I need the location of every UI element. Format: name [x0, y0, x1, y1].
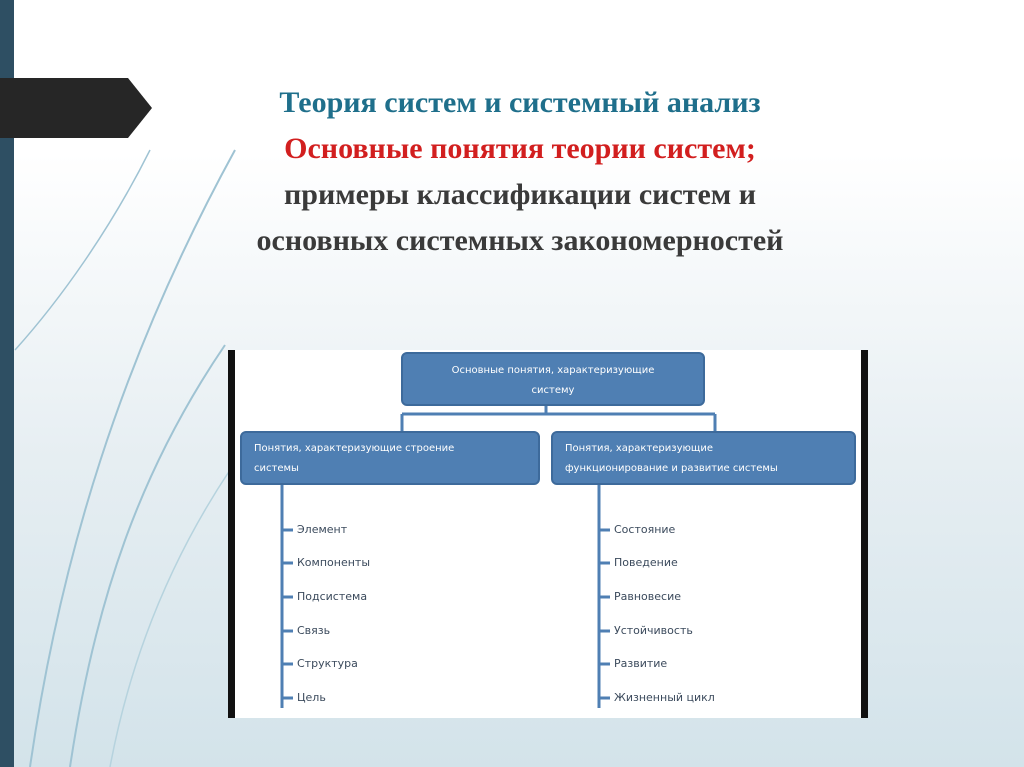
left-item-structure: Структура — [297, 657, 358, 670]
root-concept-box — [401, 352, 705, 406]
title-line-2: Основные понятия теории систем; — [284, 132, 756, 165]
title-line-4: основных системных закономерностей — [256, 224, 784, 257]
title-line-1: Теория систем и системный анализ — [279, 86, 761, 119]
right-item-life-cycle: Жизненный цикл — [614, 691, 715, 704]
right-box-line-2: функционирование и развитие системы — [565, 463, 778, 474]
right-item-development: Развитие — [614, 657, 668, 670]
root-box-line-2: систему — [531, 385, 575, 396]
slide-title — [160, 80, 880, 264]
concepts-diagram — [228, 350, 868, 718]
title-line-3: примеры классификации систем и — [283, 178, 757, 211]
root-box-line-1: Основные понятия, характеризующие — [451, 365, 655, 376]
left-item-link: Связь — [297, 624, 331, 637]
right-item-stability: Устойчивость — [614, 624, 693, 637]
right-item-equilibrium: Равновесие — [614, 590, 681, 603]
left-box-line-1: Понятия, характеризующие строение — [254, 443, 455, 454]
left-item-element: Элемент — [297, 523, 348, 536]
left-item-components: Компоненты — [297, 556, 371, 569]
left-box-line-2: системы — [254, 463, 299, 474]
right-box-line-1: Понятия, характеризующие — [565, 443, 713, 454]
function-concepts-box — [551, 431, 856, 485]
right-item-behavior: Поведение — [614, 556, 678, 569]
title-marker-arrow — [0, 78, 160, 138]
right-item-state: Состояние — [614, 523, 676, 536]
left-item-subsystem: Подсистема — [297, 590, 368, 603]
structure-concepts-box — [240, 431, 540, 485]
left-item-goal: Цель — [297, 691, 326, 704]
